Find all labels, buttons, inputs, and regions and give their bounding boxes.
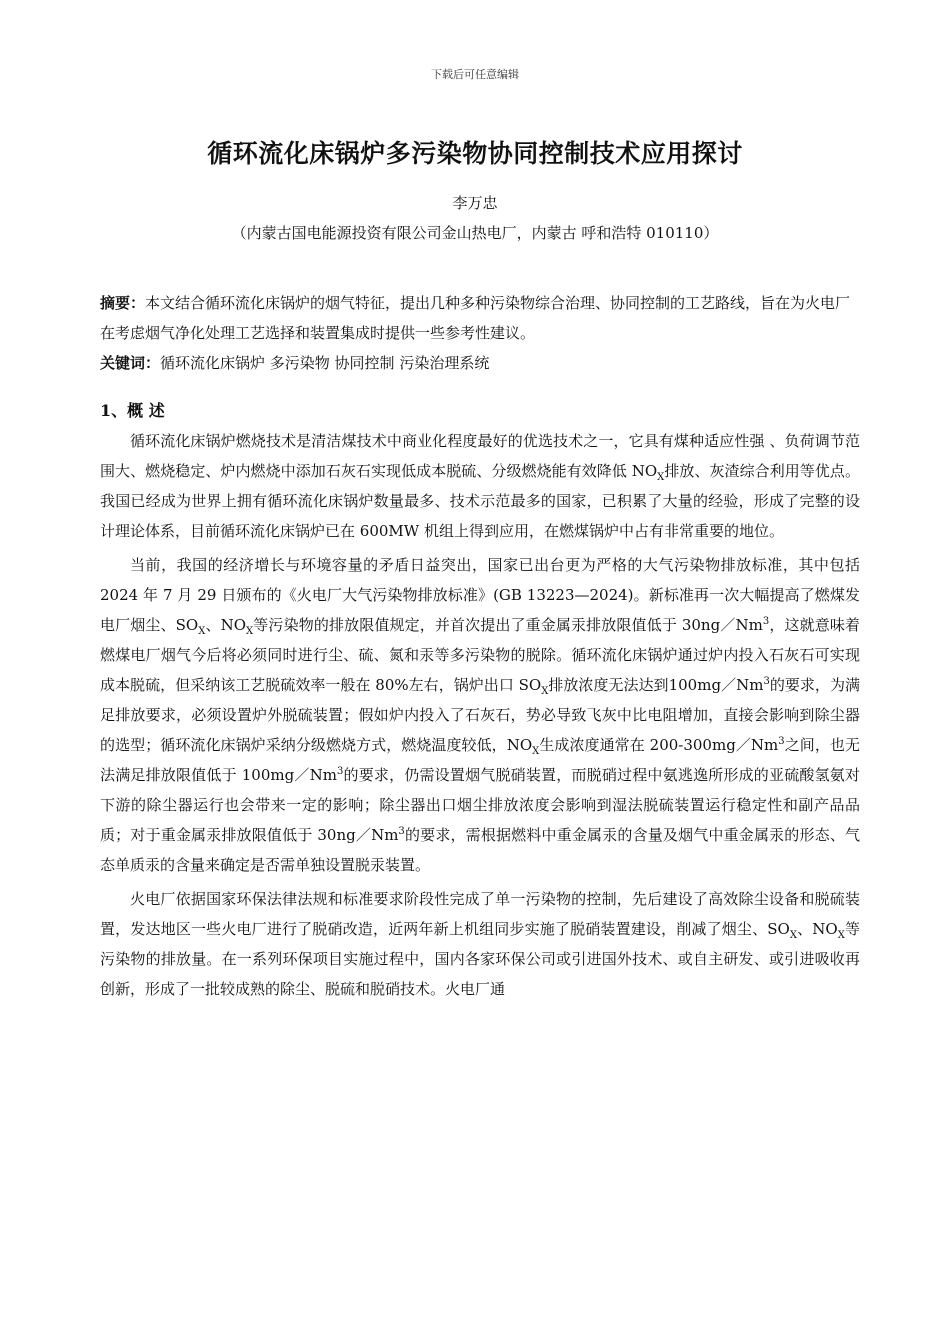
body-text <box>100 288 860 1004</box>
keywords <box>100 348 860 378</box>
text-run: 的要求，需根据燃料中重金属汞的含量及烟气中重金属汞的形态、气态单质汞的含量来确定是否需单独设置脱汞装置。 <box>100 826 860 874</box>
text-run: 当前，我国的经济增长与环境容量的矛盾日益突出，国家已出台更为严格的大气污染物排放标准，其中包括 2024 年 7 月 29 日颁布的《火电厂大气污染物排放标准》(GB 13223—2024)。新标准再一次大幅提高了燃煤发电厂烟尘、SO <box>100 556 860 634</box>
text-run: 生成浓度通常在 200-300mg／Nm <box>539 736 779 754</box>
paragraph-3 <box>100 884 860 1004</box>
text-run: 的要求，为满足排放要求，必须设置炉外脱硫装置；假如炉内投入了石灰石，势必导致飞灰中比电阻增加，直接会影响到除尘器的选型；循环流化床锅炉采纳分级燃烧方式，燃烧温度较低，NO <box>100 676 860 754</box>
paragraph-2 <box>100 550 860 880</box>
abstract <box>100 288 860 348</box>
text-run: 循环流化床锅炉燃烧技术是清洁煤技术中商业化程度最好的优选技术之一，它具有煤种适应性强 、负荷调节范围大、燃烧稳定、炉内燃烧中添加石灰石实现低成本脱硫、分级燃烧能有效降低 NO <box>100 432 860 480</box>
text-run: 火电厂依据国家环保法律法规和标准要求阶段性完成了单一污染物的控制，先后建设了高效除尘设备和脱硫装置，发达地区一些火电厂进行了脱硝改造，近两年新上机组同步实施了脱硝装置建设，削减了烟尘、SO <box>100 890 860 938</box>
subscript: X <box>198 626 206 637</box>
superscript: 3 <box>762 616 770 627</box>
text-run: 等污染物的排放限值规定，并首次提出了重金属汞排放限值低于 30ng／Nm <box>253 616 763 634</box>
keywords-label: 关键词： <box>100 354 161 372</box>
text-run: 排放浓度无法达到100mg／Nm <box>548 676 764 694</box>
subscript: X <box>837 930 845 941</box>
superscript: 3 <box>336 766 344 777</box>
subscript: X <box>532 746 540 757</box>
abstract-label: 摘要： <box>100 294 146 312</box>
subscript: X <box>541 686 549 697</box>
superscript: 3 <box>398 826 405 837</box>
subscript: X <box>246 626 254 637</box>
text-run: 、NO <box>796 920 838 938</box>
paper-title: 循环流化床锅炉多污染物协同控制技术应用探讨 <box>207 139 743 168</box>
affiliation: （内蒙古国电能源投资有限公司金山热电厂，内蒙古 呼和浩特 010110） <box>231 224 719 242</box>
keywords-text: 循环流化床锅炉 多污染物 协同控制 污染治理系统 <box>160 354 490 372</box>
subscript: X <box>657 472 665 483</box>
author: 李万忠 <box>452 194 498 212</box>
subscript: X <box>789 930 797 941</box>
text-run: 排放、灰渣综合利用等优点。我国已经成为世界上拥有循环流化床锅炉数量最多、技术示范最多的国家，已积累了大量的经验，形成了完整的设计理论体系，目前循环流化床锅炉已在 600MW 机组上得到应用，在燃煤锅炉中占有非常重要的地位。 <box>100 462 860 540</box>
text-run: 、NO <box>205 616 247 634</box>
abstract-text: 本文结合循环流化床锅炉的烟气特征，提出几种多种污染物综合治理、协同控制的工艺路线，旨在为火电厂在考虑烟气净化处理工艺选择和装置集成时提供一些参考性建议。 <box>100 294 851 342</box>
superscript: 3 <box>763 676 770 687</box>
text-run: 的要求，仍需设置烟气脱硝装置，而脱硝过程中氨逃逸所形成的亚硫酸氢氨对下游的除尘器运行也会带来一定的影响；除尘器出口烟尘排放浓度会影响到湿法脱硫装置运行稳定性和副产品品质；对于重金属汞排放限值低于 30ng／Nm <box>100 766 860 844</box>
paragraph-1 <box>100 426 860 546</box>
section-heading: 1、概 述 <box>100 401 165 420</box>
header-note: 下载后可任意编辑 <box>431 68 519 81</box>
text-run: 之间，也无法满足排放限值低于 100mg／Nm <box>100 736 860 784</box>
text-run: ，这就意味着燃煤电厂烟气今后将必须同时进行尘、硫、氮和汞等多污染物的脱除。循环流化床锅炉通过炉内投入石灰石可实现成本脱硫，但采纳该工艺脱硫效率一般在 80%左右，锅炉出口 SO <box>100 616 860 694</box>
superscript: 3 <box>778 736 785 747</box>
text-run: 等污染物的排放量。在一系列环保项目实施过程中，国内各家环保公司或引进国外技术、或自主研发、或引进吸收再创新，形成了一批较成熟的除尘、脱硫和脱硝技术。火电厂通 <box>100 920 860 998</box>
